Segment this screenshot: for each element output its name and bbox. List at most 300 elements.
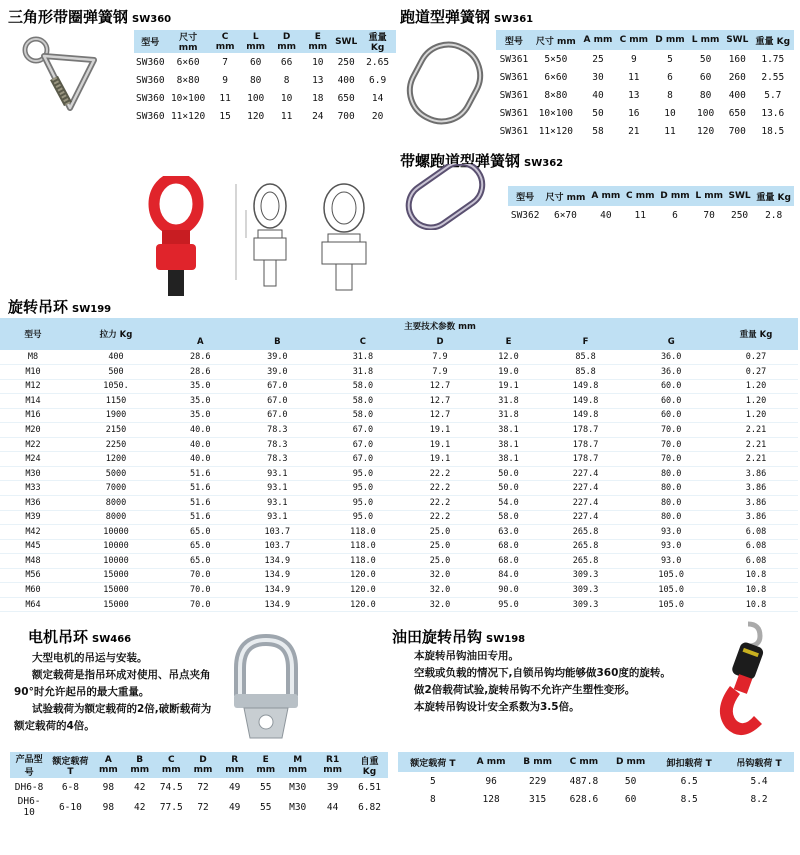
sw198-table xyxy=(398,752,794,808)
table-cell: 63.0 xyxy=(474,525,543,540)
table-cell: 265.8 xyxy=(543,554,629,569)
table-cell: 68.0 xyxy=(474,554,543,569)
table-cell: 70.0 xyxy=(628,437,714,452)
table-cell: 80.0 xyxy=(628,510,714,525)
table-cell: 39 xyxy=(326,781,339,793)
table-cell: 60 xyxy=(249,56,262,68)
table-cell: 58.0 xyxy=(320,379,406,394)
table-cell: 78.3 xyxy=(235,437,321,452)
table-cell: 40.0 xyxy=(166,437,235,452)
table-cell: 120.0 xyxy=(320,583,406,598)
table-cell: 227.4 xyxy=(543,495,629,510)
table-row xyxy=(398,790,794,808)
table-cell: 93.1 xyxy=(235,466,321,481)
table-cell: 227.4 xyxy=(543,466,629,481)
sw361-header-cell: D mm xyxy=(652,30,689,50)
table-cell: 265.8 xyxy=(543,525,629,540)
table-cell: 80.0 xyxy=(628,466,714,481)
table-cell: 309.3 xyxy=(543,583,629,598)
table-cell: 120.0 xyxy=(320,597,406,612)
table-cell: 78.3 xyxy=(235,423,321,438)
table-cell: 25.0 xyxy=(406,539,475,554)
table-cell: SW361 xyxy=(499,89,529,101)
sw360-header-cell: D mm xyxy=(271,30,303,53)
sw199-subheader-cell: F xyxy=(543,334,629,350)
table-cell: 80.0 xyxy=(628,495,714,510)
table-cell: 6 xyxy=(667,71,673,83)
table-cell: 32.0 xyxy=(406,597,475,612)
sw361-header-cell: SWL xyxy=(723,30,752,50)
table-cell: 118.0 xyxy=(320,539,406,554)
table-cell: 14 xyxy=(371,92,384,104)
sw362-header-cell: A mm xyxy=(589,186,624,206)
sw466-header-cell: 自重 Kg xyxy=(351,752,388,778)
table-cell: 11 xyxy=(634,209,646,221)
table-row xyxy=(134,71,396,89)
sw466-header-cell: C mm xyxy=(155,752,187,778)
table-cell: 5 xyxy=(430,775,436,787)
table-cell: M36 xyxy=(0,495,66,510)
table-cell: 6×60 xyxy=(544,71,568,83)
table-cell: 50 xyxy=(592,107,604,119)
table-cell: 16 xyxy=(628,107,640,119)
table-row xyxy=(398,772,794,790)
table-cell: 58.0 xyxy=(320,408,406,423)
sw362-header-cell: D mm xyxy=(657,186,692,206)
table-cell: 58.0 xyxy=(474,510,543,525)
sw199-table xyxy=(0,318,798,612)
table-cell: 65.0 xyxy=(166,539,235,554)
table-cell: 120 xyxy=(697,125,715,137)
table-cell: 25.0 xyxy=(406,525,475,540)
table-row xyxy=(0,379,798,394)
table-cell: 8.2 xyxy=(750,793,768,805)
table-cell: M10 xyxy=(0,365,66,380)
table-row xyxy=(134,89,396,107)
table-cell: 70.0 xyxy=(628,423,714,438)
table-cell: 74.5 xyxy=(159,781,183,793)
table-cell: 134.9 xyxy=(235,554,321,569)
table-cell: 30 xyxy=(592,71,604,83)
table-cell: 6.51 xyxy=(358,781,381,793)
table-cell: 54.0 xyxy=(474,495,543,510)
table-row xyxy=(496,50,794,68)
table-cell: 15 xyxy=(219,110,231,122)
table-cell: M24 xyxy=(0,452,66,467)
sw466-description-line: 试验载荷为额定载荷的2倍,破断载荷为额定载荷的4倍。 xyxy=(14,703,212,732)
table-cell: 5 xyxy=(667,53,673,65)
table-cell: 28.6 xyxy=(166,350,235,365)
sw361-table xyxy=(496,30,794,140)
table-cell: 250 xyxy=(730,209,749,221)
swivel-eyebolt-drawing-front xyxy=(226,180,302,296)
table-cell: 10 xyxy=(280,92,293,104)
table-cell: 18 xyxy=(312,92,324,104)
table-cell: 78.3 xyxy=(235,452,321,467)
table-cell: 35.0 xyxy=(166,394,235,409)
table-cell: SW360 xyxy=(136,110,165,122)
table-cell: 0.27 xyxy=(714,365,798,380)
table-cell: 36.0 xyxy=(628,365,714,380)
table-cell: 19.1 xyxy=(406,423,475,438)
table-row xyxy=(0,481,798,496)
table-cell: SW360 xyxy=(136,56,165,68)
table-cell: 80 xyxy=(249,74,262,86)
sw360-header-cell: 型号 xyxy=(134,30,167,53)
table-cell: 50.0 xyxy=(474,466,543,481)
table-cell: 90.0 xyxy=(474,583,543,598)
table-cell: 2.21 xyxy=(714,452,798,467)
table-cell: 650 xyxy=(728,107,746,119)
table-cell: 6-8 xyxy=(61,781,79,793)
sw362-header-cell: C mm xyxy=(623,186,657,206)
table-cell: 149.8 xyxy=(543,408,629,423)
sw362-header-cell: 重量 Kg xyxy=(753,186,794,206)
sw360-header-cell: E mm xyxy=(303,30,334,53)
table-cell: 60 xyxy=(624,793,637,805)
table-row xyxy=(508,206,794,224)
table-cell: SW361 xyxy=(499,125,529,137)
table-row xyxy=(496,86,794,104)
table-cell: 67.0 xyxy=(235,379,321,394)
table-cell: 6.08 xyxy=(714,525,798,540)
table-cell: 65.0 xyxy=(166,525,235,540)
table-cell: 260 xyxy=(728,71,746,83)
table-cell: 42 xyxy=(134,781,146,793)
table-cell: M42 xyxy=(0,525,66,540)
table-cell: M30 xyxy=(289,801,307,813)
table-cell: 134.9 xyxy=(235,583,321,598)
table-cell: M39 xyxy=(0,510,66,525)
table-row xyxy=(0,437,798,452)
table-row xyxy=(134,53,396,71)
table-cell: 13 xyxy=(628,89,640,101)
table-cell: 8×80 xyxy=(176,74,200,86)
table-cell: 227.4 xyxy=(543,510,629,525)
table-cell: 60.0 xyxy=(628,408,714,423)
table-row xyxy=(496,122,794,140)
sw198-header-cell: B mm xyxy=(514,752,560,772)
table-cell: 487.8 xyxy=(569,775,599,787)
table-cell: 500 xyxy=(66,365,166,380)
table-row xyxy=(0,365,798,380)
table-cell: 67.0 xyxy=(320,423,406,438)
table-cell: 21 xyxy=(628,125,640,137)
table-cell: 98 xyxy=(102,781,115,793)
table-cell: 44 xyxy=(326,801,339,813)
triangle-spring-hook-image xyxy=(14,34,102,114)
table-cell: 12.7 xyxy=(406,408,475,423)
table-row xyxy=(0,466,798,481)
sw361-header-cell: L mm xyxy=(688,30,723,50)
sw362-header-cell: 尺寸 mm xyxy=(542,186,588,206)
table-cell: 11×120 xyxy=(538,125,574,137)
table-cell: 1050. xyxy=(66,379,166,394)
table-cell: 8 xyxy=(283,74,290,86)
table-cell: 12.7 xyxy=(406,379,475,394)
table-cell: 58 xyxy=(592,125,604,137)
table-cell: 118.0 xyxy=(320,554,406,569)
table-row xyxy=(0,539,798,554)
table-cell: 5.7 xyxy=(764,89,782,101)
table-cell: M60 xyxy=(0,583,66,598)
sw362-title: 带螺跑道型弹簧钢 SW362 xyxy=(400,152,564,170)
sw360-title: 三角形带圈弹簧钢 SW360 xyxy=(8,8,172,26)
table-cell: 93.1 xyxy=(235,481,321,496)
table-cell: 22.2 xyxy=(406,466,475,481)
table-cell: 700 xyxy=(728,125,746,137)
table-row xyxy=(0,554,798,569)
sw361-header-cell: A mm xyxy=(580,30,616,50)
table-cell: 70 xyxy=(703,209,715,221)
table-cell: 40.0 xyxy=(166,423,235,438)
table-row xyxy=(10,796,388,818)
table-cell: 72 xyxy=(197,801,209,813)
sw199-header-params: 主要技术参数 mm xyxy=(166,318,714,334)
table-cell: 84.0 xyxy=(474,568,543,583)
sw466-header-cell: R1 mm xyxy=(314,752,351,778)
sw466-header-cell: 额定载荷 T xyxy=(48,752,93,778)
table-cell: 11×120 xyxy=(170,110,206,122)
sw466-description-line: 大型电机的吊运与安装。 xyxy=(32,652,148,664)
table-cell: 8 xyxy=(430,793,436,805)
table-cell: 650 xyxy=(337,92,355,104)
sw362-header-cell: SWL xyxy=(726,186,754,206)
table-cell: 40 xyxy=(592,89,604,101)
table-cell: 2250 xyxy=(66,437,166,452)
table-cell: 3.86 xyxy=(714,481,798,496)
table-cell: 7 xyxy=(222,56,228,68)
table-cell: 35.0 xyxy=(166,379,235,394)
table-cell: 1.20 xyxy=(714,408,798,423)
table-cell: 95.0 xyxy=(320,510,406,525)
table-cell: 60 xyxy=(699,71,712,83)
table-cell: 60.0 xyxy=(628,394,714,409)
table-cell: 120.0 xyxy=(320,568,406,583)
table-cell: 24 xyxy=(312,110,324,122)
table-cell: 51.6 xyxy=(166,510,235,525)
table-cell: 65.0 xyxy=(166,554,235,569)
sw466-header-cell: 产品型号 xyxy=(10,752,48,778)
table-cell: SW361 xyxy=(499,107,529,119)
table-cell: 35.0 xyxy=(166,408,235,423)
table-cell: 1900 xyxy=(66,408,166,423)
table-row xyxy=(0,452,798,467)
table-cell: 51.6 xyxy=(166,495,235,510)
table-cell: 31.8 xyxy=(474,408,543,423)
table-cell: 98 xyxy=(102,801,115,813)
table-cell: 2.21 xyxy=(714,423,798,438)
table-cell: 103.7 xyxy=(235,525,321,540)
table-cell: 400 xyxy=(337,74,355,86)
sw360-header-cell: 尺寸 mm xyxy=(167,30,210,53)
table-cell: DH6-10 xyxy=(17,796,41,818)
table-cell: 100 xyxy=(247,92,265,104)
table-cell: 6.5 xyxy=(680,775,698,787)
table-cell: 10×100 xyxy=(538,107,574,119)
sw360-header-cell: C mm xyxy=(210,30,241,53)
table-cell: 60.0 xyxy=(628,379,714,394)
table-row xyxy=(10,778,388,796)
table-cell: 50 xyxy=(699,53,712,65)
table-cell: 50.0 xyxy=(474,481,543,496)
table-cell: 93.0 xyxy=(628,525,714,540)
table-cell: 1150 xyxy=(66,394,166,409)
table-cell: 178.7 xyxy=(543,437,629,452)
table-cell: 149.8 xyxy=(543,379,629,394)
table-row xyxy=(0,423,798,438)
table-cell: 95.0 xyxy=(320,466,406,481)
table-row xyxy=(0,583,798,598)
sw466-header-cell: A mm xyxy=(93,752,124,778)
table-cell: 227.4 xyxy=(543,481,629,496)
table-cell: M8 xyxy=(0,350,66,365)
table-cell: 315 xyxy=(529,793,547,805)
table-cell: 400 xyxy=(66,350,166,365)
table-cell: 2.55 xyxy=(761,71,785,83)
table-cell: 19.1 xyxy=(406,437,475,452)
table-cell: 38.1 xyxy=(474,452,543,467)
table-cell: 95.0 xyxy=(320,481,406,496)
sw361-header-cell: 尺寸 mm xyxy=(532,30,580,50)
table-cell: 55 xyxy=(260,801,272,813)
table-cell: 118.0 xyxy=(320,525,406,540)
table-cell: 3.86 xyxy=(714,495,798,510)
table-cell: 39.0 xyxy=(235,365,321,380)
sw198-description-line: 本旋转吊钩设计安全系数为3.5倍。 xyxy=(414,701,580,713)
table-cell: 95.0 xyxy=(474,597,543,612)
table-cell: 3.86 xyxy=(714,466,798,481)
table-cell: M12 xyxy=(0,379,66,394)
table-cell: SW360 xyxy=(136,74,165,86)
table-cell: 6.82 xyxy=(358,801,381,813)
table-cell: 0.27 xyxy=(714,350,798,365)
table-cell: 2.21 xyxy=(714,437,798,452)
screw-racetrack-hook-image xyxy=(398,164,498,230)
table-cell: 28.6 xyxy=(166,365,235,380)
table-cell: M22 xyxy=(0,437,66,452)
sw198-description-line: 做2倍载荷试验,旋转吊钩不允许产生塑性变形。 xyxy=(414,684,636,696)
sw198-header-cell: 额定载荷 T xyxy=(398,752,468,772)
table-cell: 55 xyxy=(260,781,272,793)
table-cell: 11 xyxy=(219,92,231,104)
table-row xyxy=(0,597,798,612)
red-swivel-eyebolt-image xyxy=(144,176,208,300)
table-cell: 6 xyxy=(672,209,678,221)
table-cell: 49 xyxy=(228,801,241,813)
sw362-table xyxy=(508,186,794,224)
sw198-header-cell: 卸扣载荷 T xyxy=(654,752,724,772)
oilfield-swivel-hook-image xyxy=(700,620,796,746)
table-cell: M64 xyxy=(0,597,66,612)
table-cell: 105.0 xyxy=(628,568,714,583)
table-cell: 32.0 xyxy=(406,583,475,598)
table-cell: 1.75 xyxy=(761,53,785,65)
table-cell: 68.0 xyxy=(474,539,543,554)
table-cell: 6-10 xyxy=(58,801,82,813)
table-cell: SW362 xyxy=(510,209,540,221)
table-cell: 51.6 xyxy=(166,481,235,496)
table-cell: 40 xyxy=(600,209,612,221)
table-cell: 85.8 xyxy=(543,365,629,380)
sw362-header-cell: 型号 xyxy=(508,186,542,206)
table-cell: 80.0 xyxy=(628,481,714,496)
table-cell: 103.7 xyxy=(235,539,321,554)
table-cell: 2.8 xyxy=(765,209,783,221)
table-cell: M48 xyxy=(0,554,66,569)
sw360-header-cell: 重量 Kg xyxy=(359,30,396,53)
sw199-title: 旋转吊环 SW199 xyxy=(8,298,112,316)
table-cell: 100 xyxy=(697,107,715,119)
table-cell: 2.65 xyxy=(366,56,390,68)
table-cell: 70.0 xyxy=(628,452,714,467)
table-cell: 22.2 xyxy=(406,510,475,525)
table-cell: 67.0 xyxy=(320,437,406,452)
sw198-header-cell: C mm xyxy=(561,752,607,772)
racetrack-spring-hook-image xyxy=(402,34,494,134)
table-cell: 1.20 xyxy=(714,394,798,409)
table-cell: 9 xyxy=(630,53,637,65)
sw360-header-cell: SWL xyxy=(333,30,359,53)
table-cell: 120 xyxy=(247,110,265,122)
table-cell: 8000 xyxy=(66,510,166,525)
table-cell: 8×80 xyxy=(544,89,568,101)
sw198-title: 油田旋转吊钩 SW198 xyxy=(392,628,526,646)
table-cell: 31.8 xyxy=(320,365,406,380)
table-cell: 38.1 xyxy=(474,437,543,452)
table-cell: 96 xyxy=(485,775,497,787)
table-cell: 13 xyxy=(312,74,324,86)
table-cell: 5×50 xyxy=(544,53,568,65)
table-cell: M56 xyxy=(0,568,66,583)
table-cell: 70.0 xyxy=(166,583,235,598)
table-cell: 628.6 xyxy=(569,793,599,805)
table-row xyxy=(0,525,798,540)
table-cell: 18.5 xyxy=(761,125,785,137)
table-cell: 50 xyxy=(624,775,637,787)
sw198-description-line: 本旋转吊钩油田专用。 xyxy=(414,650,519,662)
table-cell: 134.9 xyxy=(235,568,321,583)
sw466-title: 电机吊环 SW466 xyxy=(28,628,132,646)
sw361-title: 跑道型弹簧钢 SW361 xyxy=(400,8,534,26)
sw466-header-cell: E mm xyxy=(250,752,281,778)
table-cell: 309.3 xyxy=(543,568,629,583)
table-cell: 19.1 xyxy=(406,452,475,467)
table-cell: M20 xyxy=(0,423,66,438)
sw360-table xyxy=(134,30,396,125)
table-row xyxy=(0,394,798,409)
sw466-header-cell: R mm xyxy=(219,752,250,778)
table-cell: 66 xyxy=(280,56,293,68)
table-cell: 6.08 xyxy=(714,539,798,554)
table-cell: 32.0 xyxy=(406,568,475,583)
sw198-description xyxy=(396,648,726,716)
sw199-header-model: 型号 xyxy=(0,318,66,350)
table-cell: 15000 xyxy=(66,597,166,612)
sw360-header-cell: L mm xyxy=(241,30,271,53)
table-cell: 1.20 xyxy=(714,379,798,394)
sw199-subheader-cell: C xyxy=(320,334,406,350)
table-cell: 25 xyxy=(592,53,604,65)
table-row xyxy=(0,350,798,365)
table-cell: 7.9 xyxy=(406,350,475,365)
sw198-description-line: 空载或负载的情况下,自锁吊钩均能够做360度的旋转。 xyxy=(414,667,671,679)
table-cell: 105.0 xyxy=(628,597,714,612)
table-cell: 15000 xyxy=(66,583,166,598)
sw198-header-cell: A mm xyxy=(468,752,515,772)
table-cell: 9 xyxy=(222,74,228,86)
table-row xyxy=(134,107,396,125)
